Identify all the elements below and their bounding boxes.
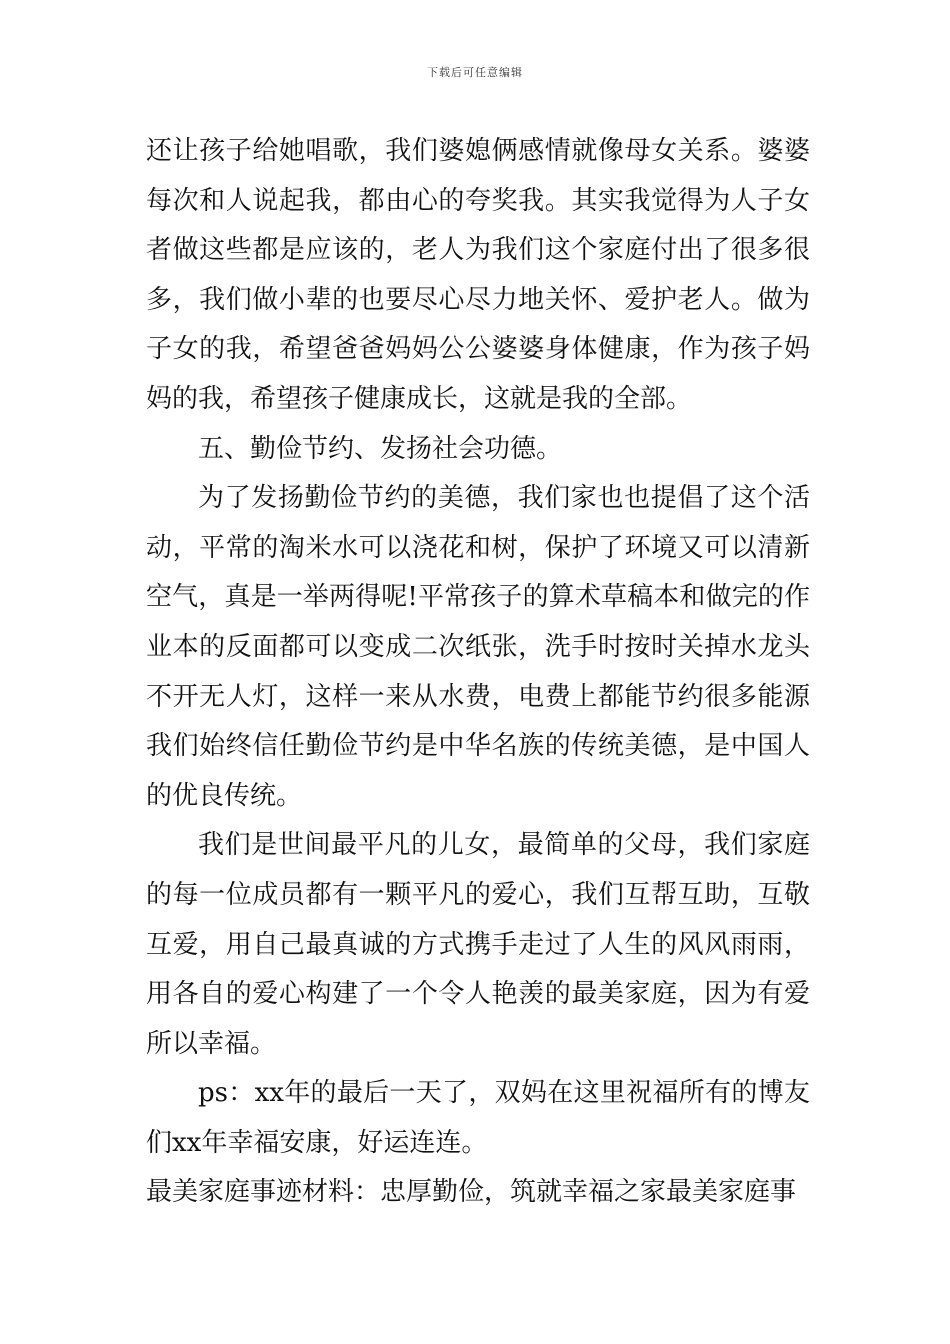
paragraph-ps: ps：xx年的最后一天了，双妈在这里祝福所有的博友们xx年幸福安康，好运连连。 bbox=[146, 1078, 810, 1158]
page-header: 下载后可任意编辑 bbox=[427, 66, 523, 79]
paragraph-1: 还让孩子给她唱歌，我们婆媳俩感情就像母女关系。婆婆每次和人说起我，都由心的夸奖我。其实我觉得为人子女者做这些都是应该的，老人为我们这个家庭付出了很多很多，我们做小辈的也要尽心尽力地关怀、爱护老人。做为子女的我，希望爸爸妈妈公公婆婆身体健康，作为孩子妈妈的我，希望孩子健康成长，这就是我的全部。 bbox=[146, 136, 810, 414]
document-body bbox=[146, 127, 810, 1218]
paragraph-3: 我们是世间最平凡的儿女，最简单的父母，我们家庭的每一位成员都有一颗平凡的爱心，我们互帮互助，互敬互爱，用自己最真诚的方式携手走过了人生的风风雨雨，用各自的爱心构建了一个令人艳羡的最美家庭，因为有爱所以幸福。 bbox=[146, 830, 810, 1059]
paragraph-title-next: 最美家庭事迹材料：忠厚勤俭，筑就幸福之家最美家庭事 bbox=[146, 1177, 797, 1208]
section-heading-5: 五、勤俭节约、发扬社会功德。 bbox=[198, 433, 563, 464]
paragraph-2: 为了发扬勤俭节约的美德，我们家也也提倡了这个活动，平常的淘米水可以浇花和树，保护了环境又可以清新空气，真是一举两得呢!平常孩子的算术草稿本和做完的作业本的反面都可以变成二次纸张，洗手时按时关掉水龙头不开无人灯，这样一来从水费，电费上都能节约很多能源我们始终信任勤俭节约是中华名族的传统美德，是中国人的优良传统。 bbox=[146, 483, 810, 811]
